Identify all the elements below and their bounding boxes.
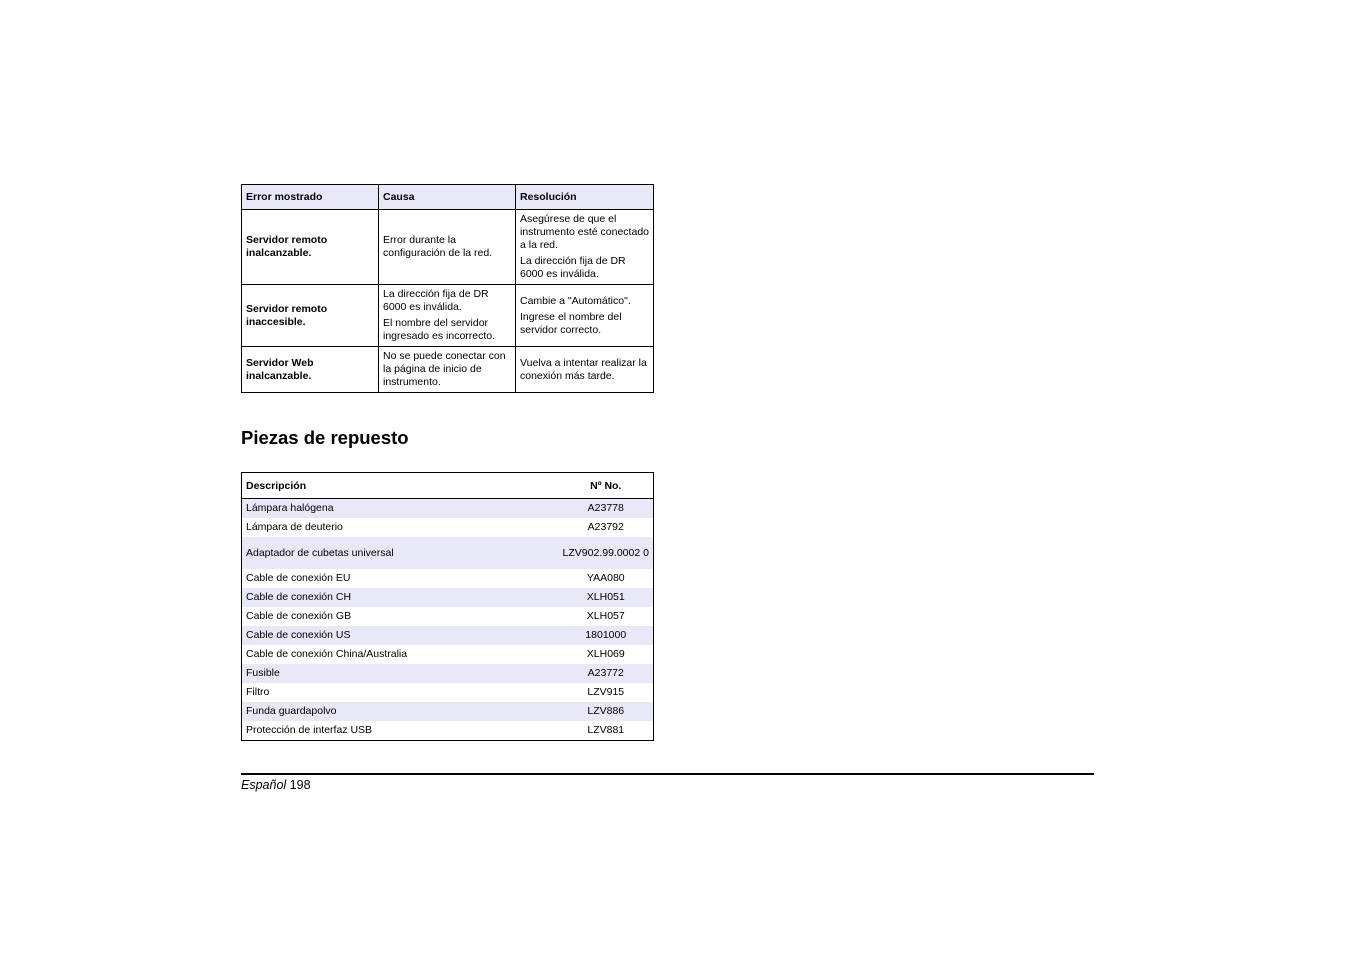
part-description: Cable de conexión EU [246,572,351,584]
part-number: 1801000 [559,626,654,645]
resolution-cell [516,347,654,393]
header-resolution: Resolución [516,185,654,210]
part-description: Lámpara de deuterio [246,521,343,533]
error-table-header [242,185,654,210]
part-number: A23772 [559,664,654,683]
header-error: Error mostrado [242,185,379,210]
part-description: Adaptador de cubetas universal [242,537,559,569]
resolution-text: Ingrese el nombre del servidor correcto. [520,310,622,336]
part-description: Cable de conexión CH [242,588,559,607]
part-number: XLH051 [559,588,654,607]
table-row [242,499,654,519]
cause-text: La dirección fija de DR 6000 es inválida. [383,288,489,313]
table-row [242,721,654,741]
resolution-cell [516,210,654,285]
footer-divider [241,773,1094,775]
page-number: 198 [289,778,311,792]
part-description: Funda guardapolvo [242,702,559,721]
table-row [242,607,654,626]
part-number: LZV915 [587,686,625,698]
table-row [242,518,654,537]
part-number: XLH069 [586,648,625,660]
header-description: Descripción [242,473,559,499]
error-table [241,184,654,393]
part-number: LZV881 [587,724,625,736]
resolution-text: La dirección fija de DR 6000 es inválida. [520,255,626,280]
table-row [242,347,654,393]
error-cell: Servidor remoto inalcanzable. [242,210,379,285]
part-description: Cable de conexión US [242,626,559,645]
footer-language: Español [241,778,287,792]
table-row [242,537,654,569]
section-title: Piezas de repuesto [241,427,409,448]
cause-cell [379,210,516,285]
part-description: Cable de conexión China/Australia [246,648,408,660]
table-row [242,285,654,347]
page-footer [241,778,311,793]
header-cause: Causa [379,185,516,210]
part-description: Cable de conexión GB [246,610,352,622]
error-cell: Servidor Web inalcanzable. [242,347,379,393]
table-row [242,569,654,588]
part-number: A23778 [559,499,654,519]
part-description: Protección de interfaz USB [246,724,373,736]
resolution-cell [516,285,654,347]
error-cell: Servidor remoto inaccesible. [242,285,379,347]
parts-table-header [242,473,654,499]
cause-cell [379,347,516,393]
table-row [242,210,654,285]
part-number: YAA080 [586,572,625,584]
part-number: A23792 [587,521,624,533]
part-description: Fusible [242,664,559,683]
cause-cell [379,285,516,347]
cause-text: El nombre del servidor ingresado es incorrecto. [383,317,496,342]
part-number: LZV902.99.0002 0 [559,537,654,569]
table-row [242,588,654,607]
part-description: Filtro [246,686,270,698]
table-row [242,683,654,702]
part-number: LZV886 [559,702,654,721]
cause-text: Error durante la configuración de la red. [383,234,493,259]
header-number: Nº No. [559,473,654,499]
table-row [242,626,654,645]
resolution-text: Cambie a "Automático". [520,294,631,307]
parts-table [241,472,654,741]
resolution-text: Asegúrese de que el instrumento esté conectado a la red. [520,213,649,251]
cause-text: No se puede conectar con la página de inicio de instrumento. [383,350,506,388]
table-row [242,645,654,664]
table-row [242,664,654,683]
resolution-text: Vuelva a intentar realizar la conexión más tarde. [520,356,647,382]
table-row [242,702,654,721]
part-number: XLH057 [586,610,625,622]
part-description: Lámpara halógena [242,499,559,519]
